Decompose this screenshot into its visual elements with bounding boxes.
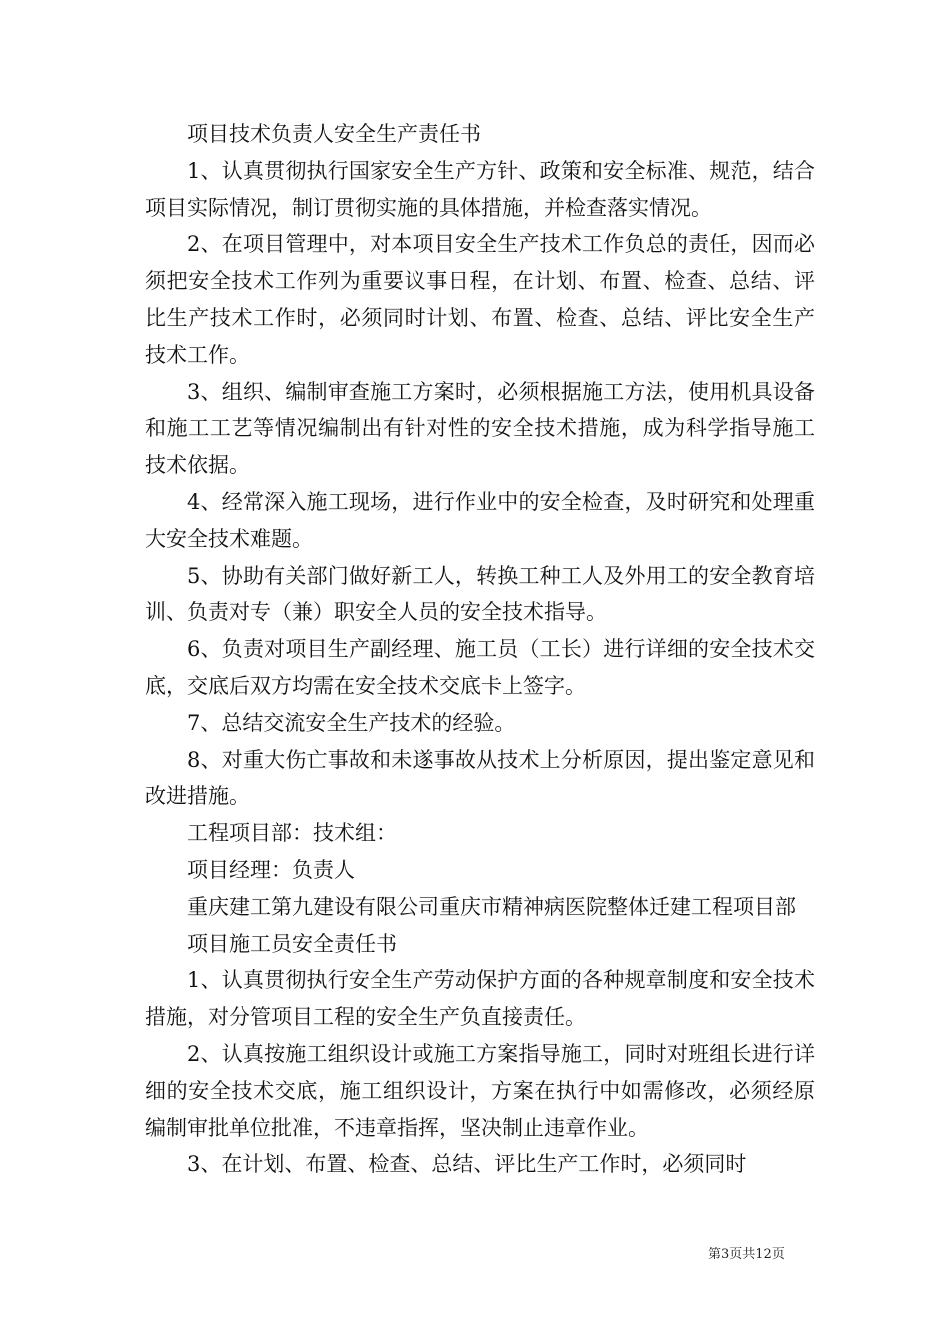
paragraph: 6、负责对项目生产副经理、施工员（工长）进行详细的安全技术交底，交底后双方均需在安全技术交底卡上签字。 bbox=[145, 637, 815, 698]
signature-line-manager: 项目经理：负责人 bbox=[187, 857, 355, 882]
document-body bbox=[145, 116, 815, 1183]
paragraph: 3、组织、编制审查施工方案时，必须根据施工方法，使用机具设备和施工工艺等情况编制出有针对性的安全技术措施，成为科学指导施工技术依据。 bbox=[145, 379, 815, 478]
page-number: 第3页共12页 bbox=[708, 1247, 785, 1262]
paragraph: 5、协助有关部门做好新工人，转换工种工人及外用工的安全教育培训、负责对专（兼）职安全人员的安全技术指导。 bbox=[145, 563, 815, 625]
section-title-tech-lead: 项目技术负责人安全生产责任书 bbox=[187, 122, 481, 146]
paragraph: 8、对重大伤亡事故和未遂事故从技术上分析原因，提出鉴定意见和改进措施。 bbox=[145, 747, 815, 809]
paragraph: 7、总结交流安全生产技术的经验。 bbox=[187, 710, 516, 735]
paragraph: 2、认真按施工组织设计或施工方案指导施工，同时对班组长进行详细的安全技术交底，施工组织设计，方案在执行中如需修改，必须经原编制审批单位批准，不违章指挥，坚决制止违章作业。 bbox=[145, 1041, 815, 1140]
section-title-constructor: 项目施工员安全责任书 bbox=[187, 931, 397, 956]
paragraph: 1、认真贯彻执行安全生产劳动保护方面的各种规章制度和安全技术措施，对分管项目工程的安全生产负直接责任。 bbox=[145, 968, 815, 1030]
paragraph: 1、认真贯彻执行国家安全生产方针、政策和安全标准、规范，结合项目实际情况，制订贯彻实施的具体措施，并检查落实情况。 bbox=[145, 158, 815, 220]
paragraph: 3、在计划、布置、检查、总结、评比生产工作时，必须同时 bbox=[187, 1152, 747, 1177]
paragraph: 2、在项目管理中，对本项目安全生产技术工作负总的责任，因而必须把安全技术工作列为重要议事日程，在计划、布置、检查、总结、评比生产技术工作时，必须同时计划、布置、检查、总结、评比安全生产技术工作。 bbox=[145, 232, 815, 367]
organization-name: 重庆建工第九建设有限公司重庆市精神病医院整体迁建工程项目部 bbox=[187, 894, 796, 919]
signature-line-department: 工程项目部：技术组： bbox=[187, 821, 397, 846]
paragraph: 4、经常深入施工现场，进行作业中的安全检查，及时研究和处理重大安全技术难题。 bbox=[145, 489, 815, 551]
